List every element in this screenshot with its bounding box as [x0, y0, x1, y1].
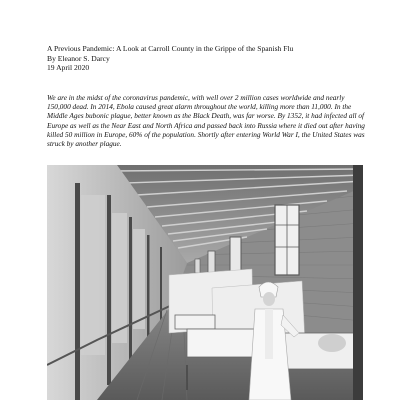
article-title: A Previous Pandemic: A Look at Carroll County in the Grippe of the Spanish Flu [47, 44, 294, 53]
historic-photo [47, 165, 363, 400]
article-header [47, 44, 377, 73]
article-intro-paragraph: We are in the midst of the coronavirus pandemic, with well over 2 million cases worldwide and nearly 150,000 dead. In 2014, Ebola caused great alarm throughout the world, killing more than 11,000. In the Middle Ages bubonic plague, better known as the Black Death, was far worse. By 1352, it had infected all of Europe as well as the Near East and North Africa and passed back into Russia where it died out after having killed 50 million in Europe, 60% of the population. Shortly after entering World War I, the United States was struck by another plague. [47, 93, 365, 149]
foreground-post [353, 165, 363, 400]
article-date: 19 April 2020 [47, 63, 90, 73]
photo-illustration [47, 165, 363, 400]
article-byline: By Eleanor S. Darcy [47, 53, 110, 63]
